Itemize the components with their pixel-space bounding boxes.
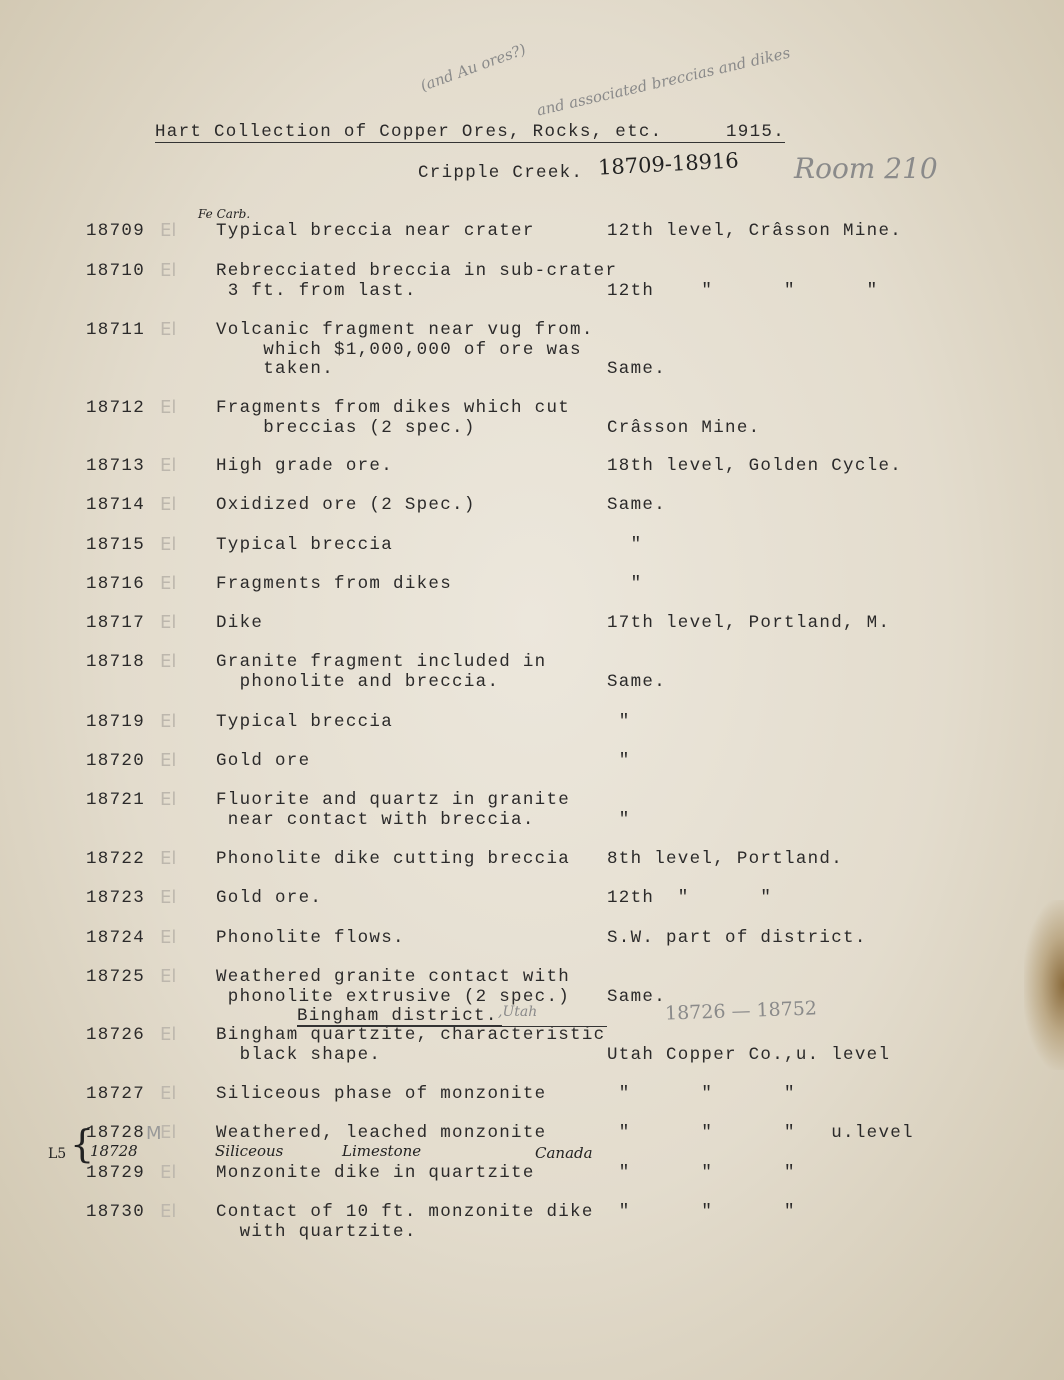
- page-title: Hart Collection of Copper Ores, Rocks, etc.: [155, 122, 663, 142]
- limestone-note: Limestone: [342, 1142, 422, 1160]
- range-note-2: 18726 — 18752: [664, 997, 818, 1025]
- entry-description: Rebrecciated breccia in sub-crater: [216, 261, 618, 281]
- entry-number: 18712: [86, 398, 146, 418]
- entry-location: " " ": [607, 1084, 796, 1104]
- entry-description: Dike: [216, 613, 264, 633]
- page-year: 1915.: [726, 122, 786, 142]
- entry-location: Same.: [607, 986, 667, 1007]
- room-note: Room 210: [794, 152, 938, 185]
- bracket-l5: L5: [48, 1146, 67, 1162]
- entry-description: breccias (2 spec.): [216, 417, 476, 438]
- entry-number: 18726: [86, 1025, 146, 1045]
- entry-location: " " ": [607, 1163, 796, 1183]
- entry-location: 12th level, Crâsson Mine.: [607, 221, 903, 241]
- entry-description: Phonolite dike cutting breccia: [216, 849, 571, 869]
- catalog-mark: El: [160, 1083, 177, 1104]
- entry-number: 18714: [86, 495, 146, 515]
- entry-location: 18th level, Golden Cycle.: [607, 456, 903, 476]
- entry-description: Fragments from dikes: [216, 574, 453, 594]
- entry-location: ": [607, 712, 631, 732]
- entry-description: phonolite and breccia.: [216, 671, 500, 692]
- catalog-mark: El: [160, 260, 177, 281]
- catalog-mark: El: [160, 319, 177, 340]
- entry-location: ": [607, 535, 643, 555]
- entry-description: Phonolite flows.: [216, 928, 405, 948]
- entry-description: near contact with breccia.: [216, 809, 535, 830]
- entry-number: 18720: [86, 751, 146, 771]
- entry-location: Same.: [607, 495, 667, 515]
- entry-number: 18723: [86, 888, 146, 908]
- catalog-mark: El: [160, 1122, 177, 1143]
- quartzite-underline: [297, 1026, 607, 1027]
- catalog-mark: El: [160, 927, 177, 948]
- entry-description: Weathered granite contact with: [216, 967, 571, 987]
- siliceous-note: Siliceous: [215, 1142, 284, 1160]
- entry-number: 18717: [86, 613, 146, 633]
- catalog-mark: El: [160, 1162, 177, 1183]
- entry-number: 18722: [86, 849, 146, 869]
- entry-location: 17th level, Portland, M.: [607, 613, 891, 633]
- entry-number: 18725: [86, 967, 146, 987]
- catalog-mark: El: [160, 789, 177, 810]
- bracket-brace: {: [70, 1122, 95, 1166]
- note-au-ores: (and Au ores?): [418, 40, 529, 95]
- entry-location: Crâsson Mine.: [607, 417, 761, 438]
- entry-description: which $1,000,000 of ore was: [216, 339, 582, 360]
- entry-description: Granite fragment included in: [216, 652, 547, 672]
- range-note: 18709-18916: [597, 148, 740, 180]
- canada-note: Canada: [535, 1144, 593, 1162]
- entry-location: ": [607, 751, 631, 771]
- entry-number: 18713: [86, 456, 146, 476]
- entry-number: 18710: [86, 261, 146, 281]
- m-suffix: M: [146, 1123, 162, 1144]
- entry-description: Gold ore.: [216, 888, 323, 908]
- entry-location: 12th " " ": [607, 280, 879, 301]
- entry-number: 18724: [86, 928, 146, 948]
- catalog-mark: El: [160, 848, 177, 869]
- catalog-mark: El: [160, 1201, 177, 1222]
- catalog-mark: El: [160, 887, 177, 908]
- entry-description: with quartzite.: [216, 1221, 417, 1242]
- entry-description: Siliceous phase of monzonite: [216, 1084, 547, 1104]
- entry-description: Weathered, leached monzonite: [216, 1123, 547, 1143]
- entry-number: 18719: [86, 712, 146, 732]
- catalog-mark: El: [160, 651, 177, 672]
- entry-description: Monzonite dike in quartzite: [216, 1163, 535, 1183]
- entry-number: 18711: [86, 320, 146, 340]
- catalog-mark: El: [160, 220, 177, 241]
- entry-location: ": [607, 809, 631, 830]
- alt-number-18728: 18728: [90, 1142, 138, 1160]
- entry-description: black shape.: [216, 1044, 382, 1065]
- entry-number: 18727: [86, 1084, 146, 1104]
- entry-location: " " " u.level: [607, 1123, 914, 1143]
- entry-number: 18715: [86, 535, 146, 555]
- entry-location: 12th " ": [607, 888, 773, 908]
- edge-stain: [1024, 900, 1064, 1070]
- entry-description: High grade ore.: [216, 456, 394, 476]
- entry-number: 18718: [86, 652, 146, 672]
- entry-description: taken.: [216, 359, 335, 380]
- catalog-mark: El: [160, 573, 177, 594]
- section-cripple-creek: Cripple Creek.: [418, 163, 584, 183]
- catalog-mark: El: [160, 534, 177, 555]
- entry-handwritten-note: Fe Carb.: [198, 207, 251, 221]
- entry-description: Gold ore: [216, 751, 311, 771]
- entry-description: Typical breccia: [216, 712, 394, 732]
- entry-description: Typical breccia: [216, 535, 394, 555]
- entry-location: Same.: [607, 359, 667, 380]
- entry-number: 18729: [86, 1163, 146, 1183]
- entry-location: " " ": [607, 1202, 796, 1222]
- entry-location: Utah Copper Co.,u. level: [607, 1044, 891, 1065]
- catalog-mark: El: [160, 612, 177, 633]
- bingham-underline: [297, 1025, 502, 1026]
- entry-location: 8th level, Portland.: [607, 849, 844, 869]
- entry-location: S.W. part of district.: [607, 928, 867, 948]
- catalog-mark: El: [160, 1024, 177, 1045]
- entry-number: 18728: [86, 1123, 146, 1143]
- entry-location: Same.: [607, 671, 667, 692]
- entry-description: Fluorite and quartz in granite: [216, 790, 571, 810]
- catalog-mark: El: [160, 397, 177, 418]
- entry-description: phonolite extrusive (2 spec.): [216, 986, 571, 1007]
- utah-note: ,Utah: [498, 1004, 538, 1020]
- entry-description: Bingham quartzite, characteristic: [216, 1025, 606, 1045]
- entry-description: Contact of 10 ft. monzonite dike: [216, 1202, 594, 1222]
- entry-description: 3 ft. from last.: [216, 280, 417, 301]
- entry-number: 18709: [86, 221, 146, 241]
- entry-number: 18721: [86, 790, 146, 810]
- catalog-mark: El: [160, 750, 177, 771]
- entry-description: Fragments from dikes which cut: [216, 398, 571, 418]
- catalog-mark: El: [160, 711, 177, 732]
- entry-number: 18716: [86, 574, 146, 594]
- catalog-mark: El: [160, 455, 177, 476]
- entry-description: Typical breccia near crater: [216, 221, 535, 241]
- entry-description: Oxidized ore (2 Spec.): [216, 495, 476, 515]
- entry-number: 18730: [86, 1202, 146, 1222]
- title-underline: [155, 142, 785, 143]
- bingham-heading: Bingham district.: [297, 1006, 498, 1026]
- note-associated-breccias: and associated breccias and dikes: [535, 43, 792, 120]
- catalog-mark: El: [160, 494, 177, 515]
- entry-description: Volcanic fragment near vug from.: [216, 320, 594, 340]
- catalog-mark: El: [160, 966, 177, 987]
- entry-location: ": [607, 574, 643, 594]
